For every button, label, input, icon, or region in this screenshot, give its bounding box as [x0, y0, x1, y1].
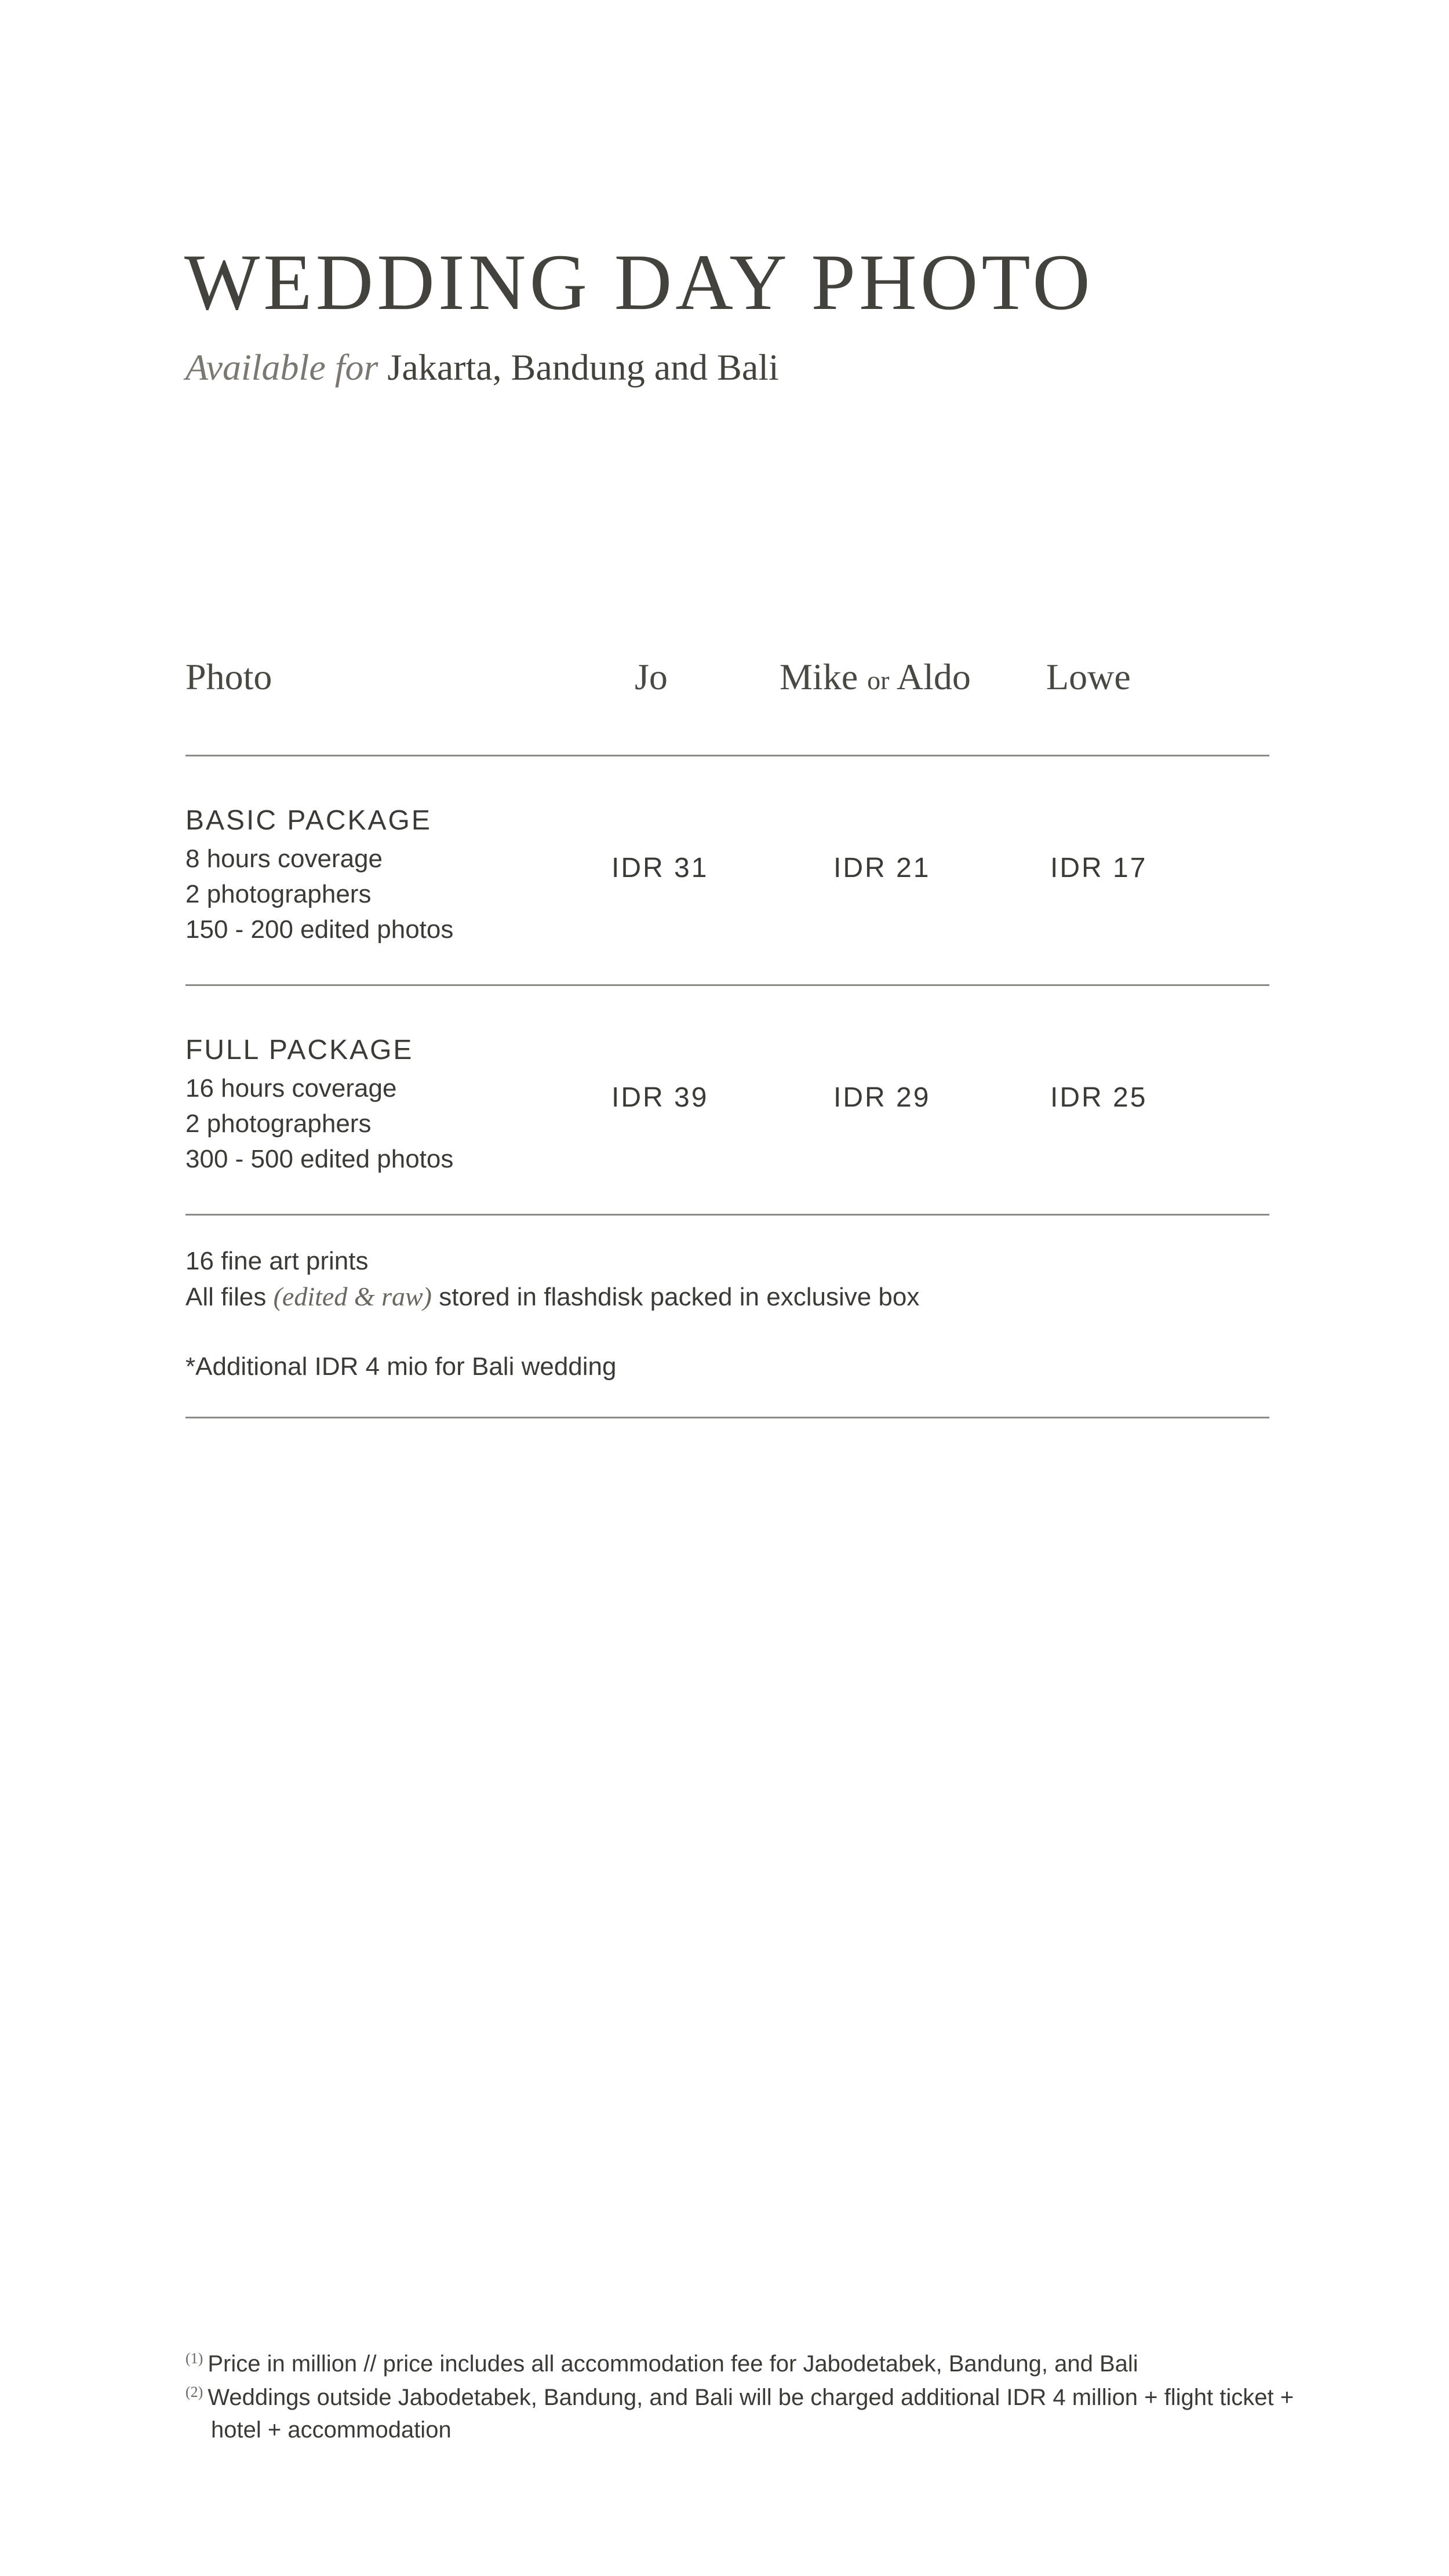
column-header-jo: Jo [635, 656, 668, 697]
extras-files-italic: (edited & raw) [273, 1282, 432, 1311]
table-divider [185, 1214, 1269, 1216]
page-subtitle [185, 349, 779, 386]
column-header-mike: Mike [780, 656, 858, 697]
basic-price-mike-aldo: IDR 21 [833, 853, 931, 883]
footnote-1-marker: (1) [185, 2350, 203, 2367]
subtitle-locations: Jakarta, Bandung and Bali [387, 347, 779, 388]
column-header-mike-or-aldo [780, 658, 971, 696]
full-price-jo: IDR 39 [611, 1082, 709, 1113]
column-header-or: or [867, 665, 890, 695]
footnote-2-text: Weddings outside Jabodetabek, Bandung, and Bali will be charged additional IDR 4 million + flight ticket + [207, 2385, 1294, 2410]
footnote-1 [185, 2351, 1138, 2375]
column-header-photo: Photo [185, 656, 272, 697]
footnote-1-text: Price in million // price includes all accommodation fee for Jabodetabek, Bandung, and Bali [207, 2351, 1138, 2377]
basic-price-jo: IDR 31 [611, 853, 709, 883]
footnote-2 [185, 2385, 1294, 2409]
basic-package-detail: 8 hours coverage [185, 845, 383, 873]
extras-files-prefix: All files [185, 1283, 267, 1311]
full-price-lowe: IDR 25 [1050, 1082, 1148, 1113]
page-title: WEDDING DAY PHOTO [184, 238, 1094, 326]
table-divider [185, 755, 1269, 756]
full-package-detail: 300 - 500 edited photos [185, 1145, 454, 1173]
full-package-detail: 2 photographers [185, 1109, 372, 1138]
basic-package-detail: 2 photographers [185, 880, 372, 908]
table-divider [185, 1417, 1269, 1418]
extras-bali-note: *Additional IDR 4 mio for Bali wedding [185, 1352, 617, 1381]
basic-package-name: BASIC PACKAGE [185, 805, 432, 836]
column-header-lowe: Lowe [1046, 656, 1131, 697]
extras-prints: 16 fine art prints [185, 1247, 369, 1275]
footnote-2-marker: (2) [185, 2384, 203, 2400]
full-price-mike-aldo: IDR 29 [833, 1082, 931, 1113]
table-divider [185, 984, 1269, 986]
extras-files-suffix: stored in flashdisk packed in exclusive box [439, 1283, 920, 1311]
full-package-detail: 16 hours coverage [185, 1074, 397, 1103]
footnote-2-continuation: hotel + accommodation [211, 2417, 452, 2443]
basic-price-lowe: IDR 17 [1050, 853, 1148, 883]
column-header-aldo: Aldo [896, 656, 971, 697]
extras-files [185, 1283, 919, 1310]
basic-package-detail: 150 - 200 edited photos [185, 915, 454, 944]
subtitle-available-for: Available for [185, 347, 378, 388]
full-package-name: FULL PACKAGE [185, 1035, 414, 1065]
